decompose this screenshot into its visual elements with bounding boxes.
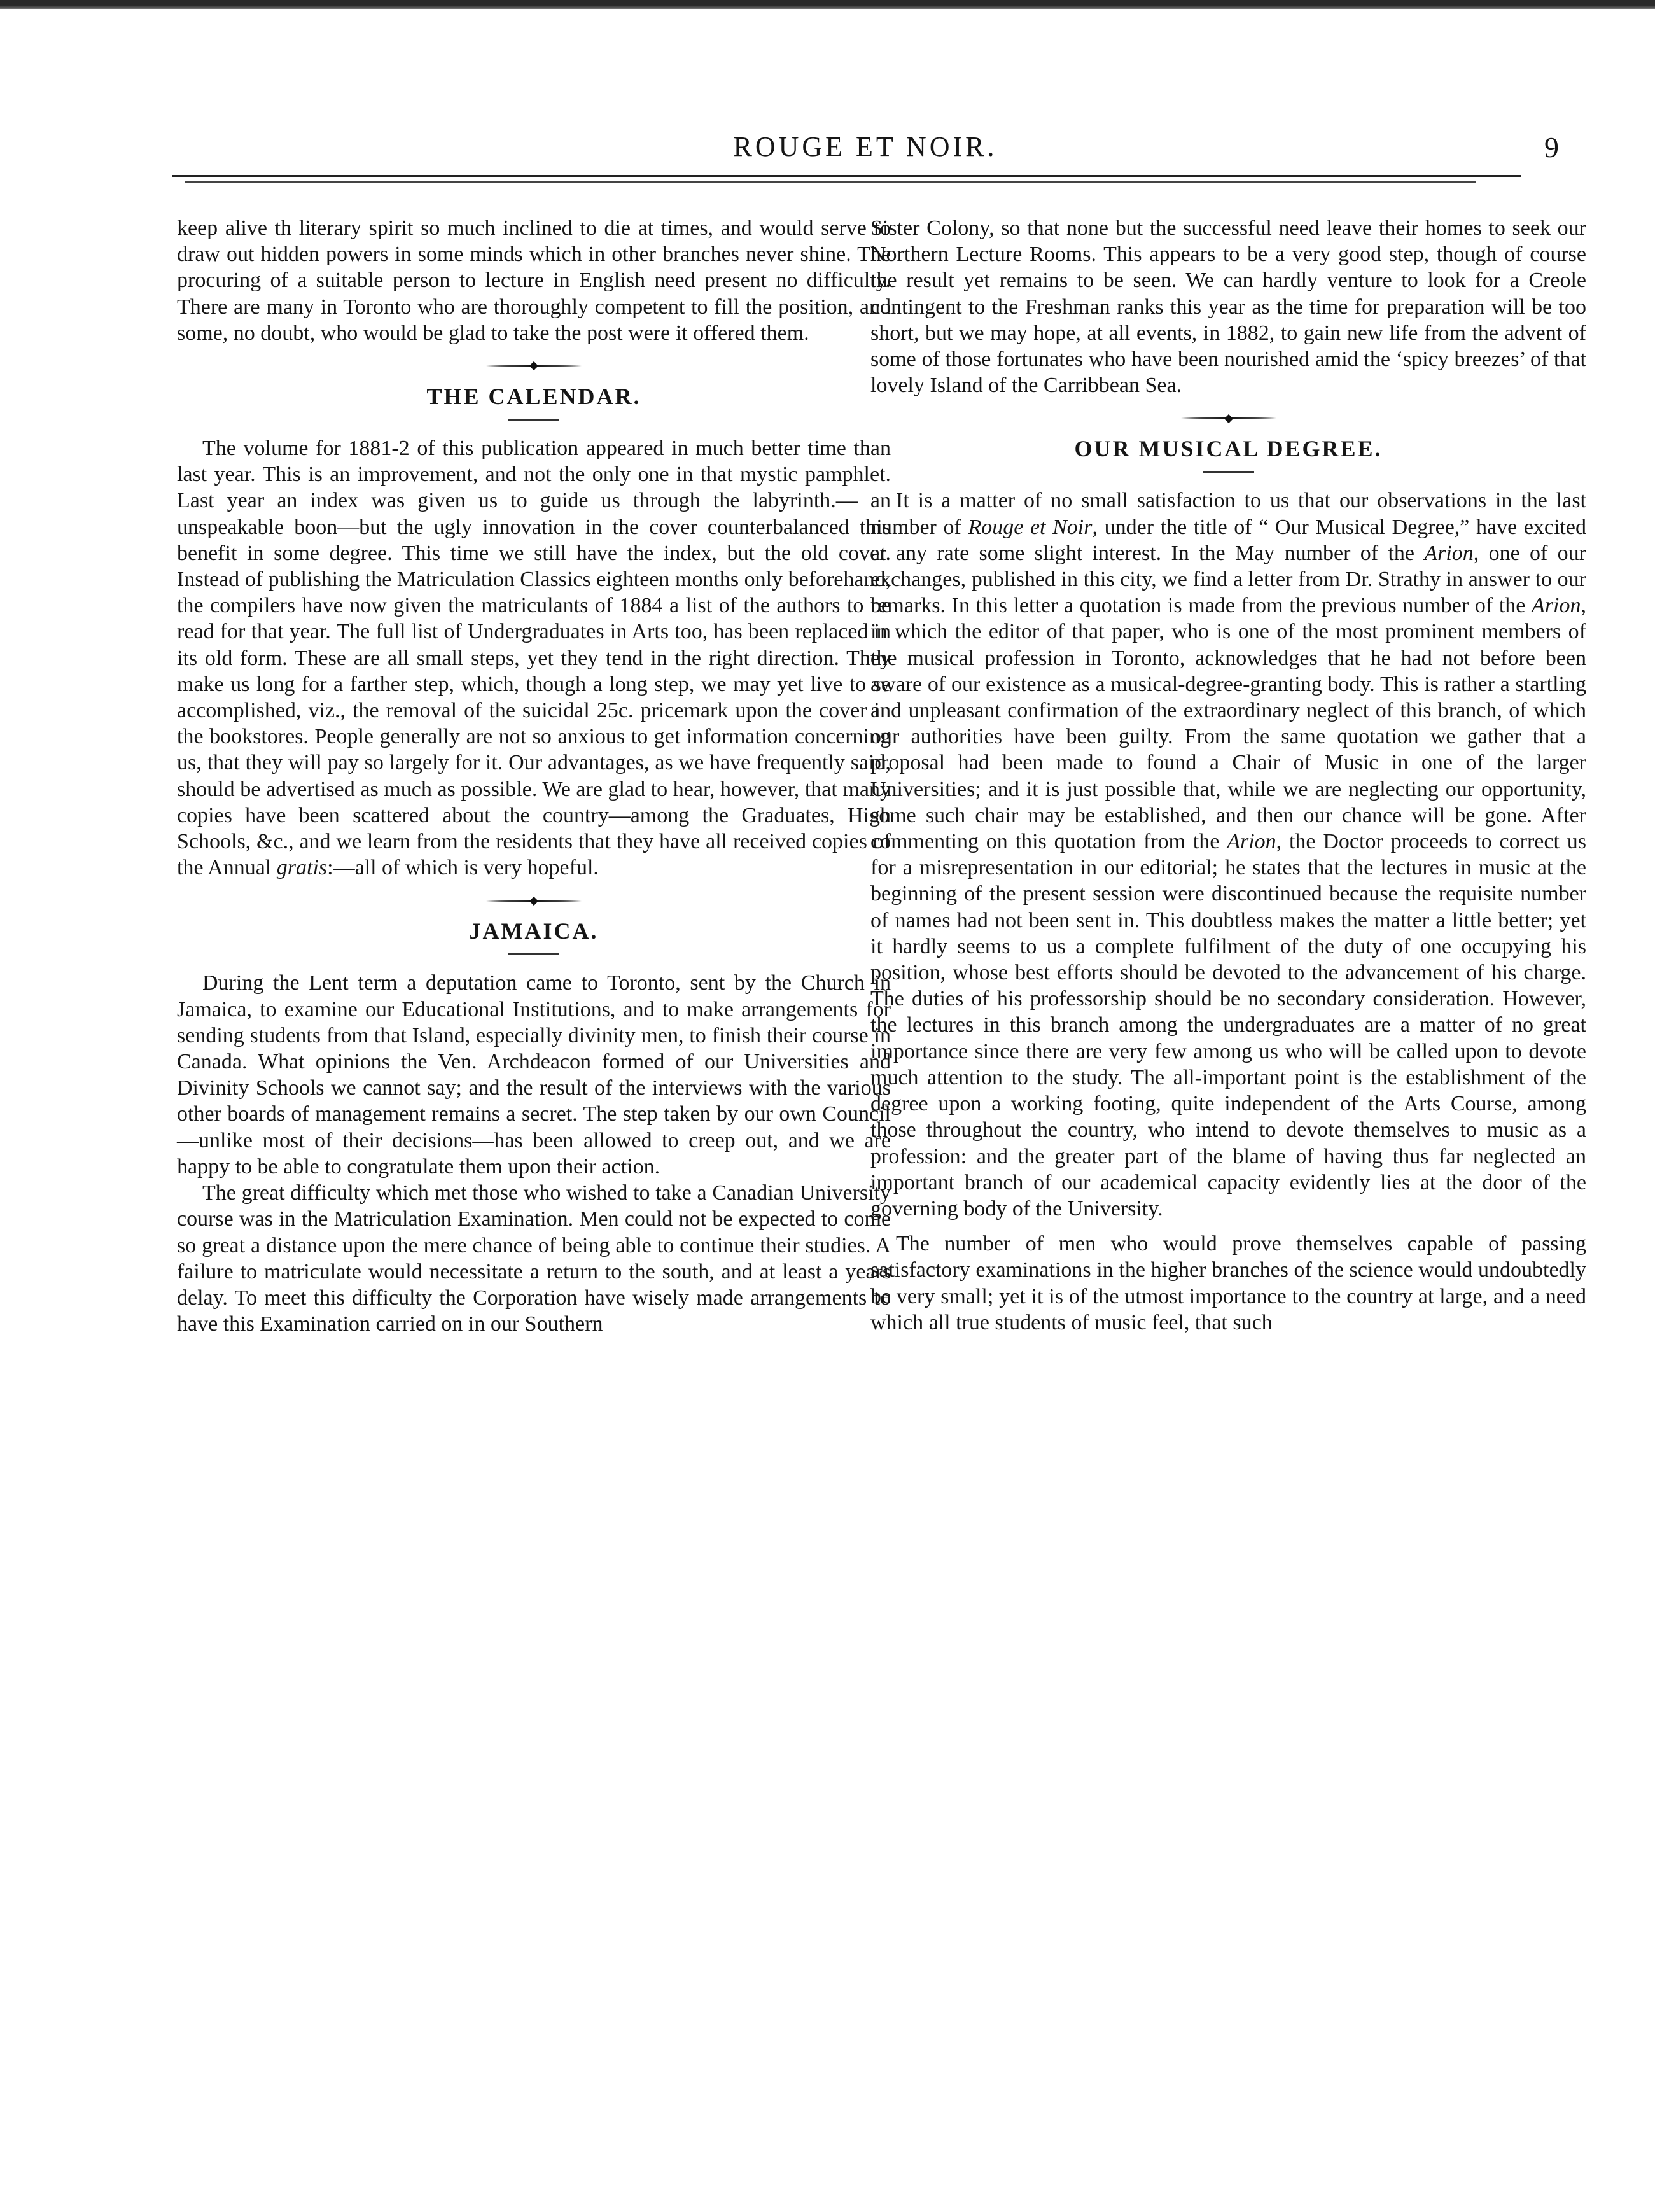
- section-ornament: [177, 890, 891, 909]
- jamaica-heading: JAMAICA.: [469, 918, 599, 944]
- arion-title: Arion: [1424, 541, 1474, 565]
- top-edge-band: [0, 0, 1655, 9]
- right-column: [870, 215, 1586, 1336]
- page-number: 9: [1544, 131, 1559, 164]
- rouge-et-noir-title: Rouge et Noir: [968, 515, 1093, 539]
- jamaica-paragraph-2: The great difficulty which met those who wished to take a Canadian University course was in the Matriculation Examination. Men could not be expected to come so great a distance upon the mere chance of being able to continue their studies. A failure to matriculate would necessitate a return to the south, and at least a years delay. To meet this difficulty the Corporation have wisely made arrangements to have this Examination carried on in our Southern: [177, 1181, 891, 1336]
- section-ornament: [177, 355, 891, 374]
- heading-rule: [177, 410, 891, 426]
- musical-paragraph-2: The number of men who would prove themselves capable of passing satisfactory examinations in the higher branches of the science would undoubtedly be very small; yet it is of the utmost importance to the country at large, and a need which all true students of music feel, that such: [870, 1232, 1586, 1334]
- header-rule-thin: [185, 181, 1476, 183]
- header-rule: [172, 175, 1521, 177]
- arion-title: Arion: [1532, 594, 1581, 618]
- jamaica-paragraph-1: During the Lent term a deputation came to Toronto, sent by the Church in Jamaica, to examine our Educational Institutions, and to make arrangements for sending students from that Island, especially divinity men, to finish their course in Canada. What opinions the Ven. Archdeacon formed of our Universities and Divinity Schools we cannot say; and the result of the interviews with the various other boards of management remains a secret. The step taken by our own Council—unlike most of their decisions—has been allowed to creep out, and we are happy to be able to congratulate them upon their action.: [177, 971, 891, 1179]
- arion-title: Arion: [1227, 830, 1276, 854]
- intro-paragraph: keep alive th literary spirit so much inclined to die at times, and would serve to draw out hidden powers in some minds which in other branches never shine. The procuring of a suitable person to lecture in English need present no difficulty. There are many in Toronto who are thoroughly competent to fill the position, and some, no doubt, who would be glad to take the post were it offered them.: [177, 216, 891, 345]
- jamaica-continued-paragraph: Sister Colony, so that none but the successful need leave their homes to seek our Northern Lecture Rooms. This appears to be a very good step, though of course the result yet remains to be seen. We can hardly venture to look for a Creole contingent to the Freshman ranks this year as the time for preparation will be too short, but we may hope, at all events, in 1882, to gain new life from the advent of some of those fortunates who have been nourished amid the ‘spicy breezes’ of that lovely Island of the Carribbean Sea.: [870, 216, 1586, 398]
- musical-degree-heading: OUR MUSICAL DEGREE.: [1074, 436, 1383, 462]
- gratis-word: gratis: [276, 856, 328, 880]
- section-ornament: [870, 407, 1586, 426]
- left-column: [177, 215, 891, 1337]
- heading-rule: [177, 944, 891, 961]
- calendar-heading: THE CALENDAR.: [426, 384, 641, 410]
- heading-rule: [870, 462, 1586, 479]
- page-header: [172, 130, 1559, 181]
- calendar-paragraph: The volume for 1881-2 of this publication appeared in much better time than last year. This is an improvement, and not the only one in that mystic pamphlet. Last year an index was given us to guide us through the labyrinth.— an unspeakable boon—but the ugly innovation in the cover counterbalanced this benefit in some degree. This time we still have the index, but the old cover. Instead of publishing the Matriculation Classics eighteen months only beforehand, the compilers have now given the matriculants of 1884 a list of the authors to be read for that year. The full list of Undergraduates in Arts too, has been replaced in its old form. These are all small steps, yet they tend in the right direction. They make us long for a farther step, which, though a long step, we may yet live to se accomplished, viz., the removal of the suicidal 25c. pricemark upon the cover in the bookstores. People generally are not so anxious to get information concerning us, that they will pay so largely for it. Our advantages, as we have frequently said, should be advertised as much as possible. We are glad to hear, however, that many copies have been scattered about the country—among the Graduates, High Schools, &c., and we learn from the residents that they have all received copies of the Annual gratis:—all of which is very hopeful.: [177, 437, 891, 880]
- running-title: ROUGE ET NOIR.: [733, 131, 998, 162]
- musical-paragraph-1: It is a matter of no small satisfaction to us that our observations in the last number of Rouge et Noir, under the title of “ Our Musical Degree,” have excited at any rate some slight interest. In the May number of the Arion, one of our exchanges, published in this city, we find a letter from Dr. Strathy in answer to our remarks. In this letter a quotation is made from the previous number of the Arion, in which the editor of that paper, who is one of the most prominent members of the musical profession in Toronto, acknowledges that he had not before been aware of our existence as a musical-degree-granting body. This is rather a startling and unpleasant confirmation of the extraordinary neglect of this branch, of which our authorities have been guilty. From the same quotation we gather that a proposal had been made to found a Chair of Music in one of the larger Universities; and it is just possible that, while we are neglecting our opportunity, some such chair may be established, and then our chance will be gone. After commenting on this quotation from the Arion, the Doctor proceeds to correct us for a misrepresentation in our editorial; he states that the lectures in music at the beginning of the present session were discontinued because the requisite number of names had not been sent in. This doubtless makes the matter a little better; yet it hardly seems to us a complete fulfilment of the duty of one occupying his position, whose best efforts should be devoted to the advancement of his charge. The duties of his professorship should be no secondary consideration. However, the lectures in this branch among the undergraduates are a matter of no great importance since there are very few among us who will be called upon to devote much attention to the study. The all-important point is the establishment of the degree upon a working footing, quite independent of the Arts Course, among those throughout the country, who intend to devote themselves to music as a profession: and the greater part of the blame of having thus far neglected an important branch of our academical capacity evidently lies at the door of the governing body of the University.: [870, 489, 1586, 1221]
